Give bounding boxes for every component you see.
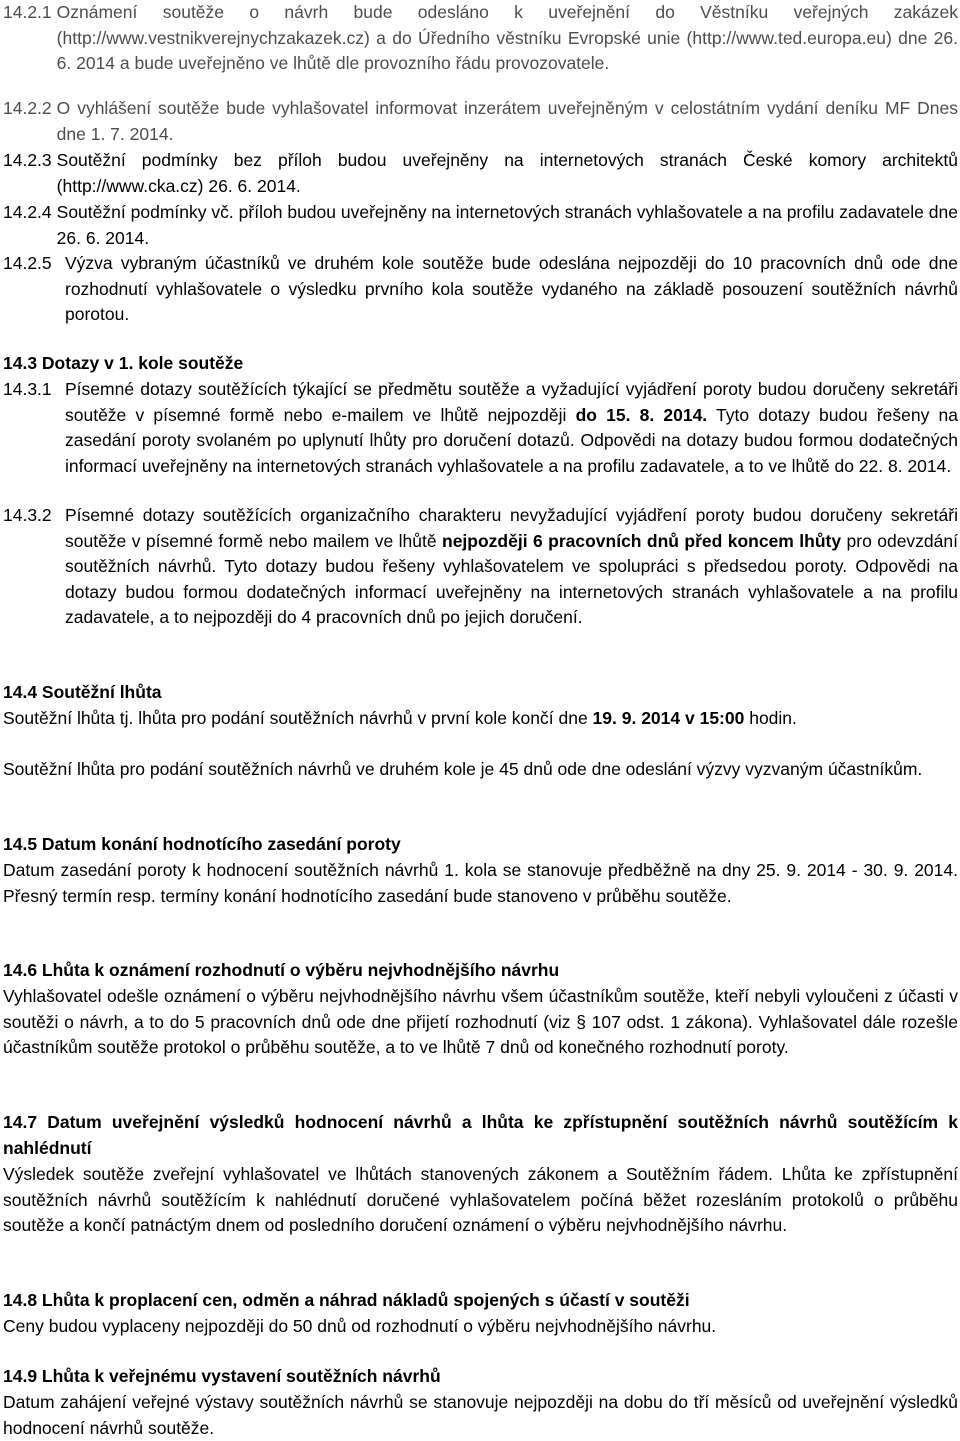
section-heading-14-9: 14.9 Lhůta k veřejnému vystavení soutěžních návrhů (3, 1366, 441, 1386)
clause-14-3-1 (3, 377, 958, 479)
clause-text: Oznámení soutěže o návrh bude odesláno k uveřejnění do Věstníku veřejných zakázek (http://www.vestnikverejnychzakazek.cz) a do Úředního věstníku Evropské unie (http://www.ted.europa.eu) dne 26. 6. 2014 a bude uveřejněno ve lhůtě dle provozního řádu provozovatele. (56, 2, 958, 74)
section-heading-14-3: 14.3 Dotazy v 1. kole soutěže (3, 353, 244, 373)
clause-14-2-1 (3, 0, 958, 77)
paragraph: Datum zasedání poroty k hodnocení soutěžních návrhů 1. kola se stanovuje předběžně na dny 25. 9. 2014 - 30. 9. 2014. Přesný termín resp. termíny konání hodnotícího zasedání bude stanoveno v průběhu soutěže. (3, 860, 958, 906)
paragraph: Výsledek soutěže zveřejní vyhlašovatel ve lhůtách stanovených zákonem a Soutěžním řádem. Lhůta ke zpřístupnění soutěžních návrhů soutěžícím k nahlédnutí doručené vyhlašovatelem počíná běžet rozesláním protokolů o průběhu soutěže a končí patnáctým dnem od posledního doručení oznámení o výběru nejvhodnějšího návrhu. (3, 1164, 958, 1236)
clause-14-2-2 (3, 96, 958, 147)
clause-text: Soutěžní podmínky bez příloh budou uveřejněny na internetových stranách České komory architektů (http://www.cka.cz) 26. 6. 2014. (56, 150, 958, 196)
clause-number: 14.3.2 (3, 505, 52, 525)
paragraph: Vyhlašovatel odešle oznámení o výběru nejvhodnějšího návrhu všem účastníkům soutěže, kteří nebyli vyloučeni z účasti v soutěži o návrh, a to do 5 pracovních dnů ode dne přijetí rozhodnutí (viz § 107 odst. 1 zákona). Vyhlašovatel dále rozešle účastníkům soutěže protokol o průběhu soutěže, a to ve lhůtě 7 dnů od konečného rozhodnutí poroty. (3, 986, 958, 1058)
clause-number: 14.2.5 (3, 253, 52, 273)
clause-number: 14.2.1 (3, 2, 52, 22)
paragraph: Ceny budou vyplaceny nejpozději do 50 dnů od rozhodnutí o výběru nejvhodnějšího návrhu. (3, 1316, 717, 1336)
paragraph: Soutěžní lhůta pro podání soutěžních návrhů ve druhém kole je 45 dnů ode dne odeslání výzvy vyzvaným účastníkům. (3, 759, 923, 779)
clause-text-part: Písemné dotazy soutěžících týkající se předmětu soutěže a vyžadující vyjádření poroty budou doručeny sekretáři soutěže v písemné formě nebo e-mailem ve lhůtě nejpozději (65, 379, 958, 425)
clause-text (65, 503, 958, 631)
clause-deadline: nejpozději 6 pracovních dnů před koncem lhůty (442, 530, 842, 551)
deadline-date: 19. 9. 2014 v 15:00 (592, 708, 745, 728)
clause-14-3-2 (3, 503, 958, 631)
paragraph (3, 706, 958, 732)
clause-text: O vyhlášení soutěže bude vyhlašovatel informovat inzerátem uveřejněným v celostátním vydání deníku MF Dnes dne 1. 7. 2014. (56, 98, 958, 144)
section-heading-14-8: 14.8 Lhůta k proplacení cen, odměn a náhrad nákladů spojených s účastí v soutěži (3, 1290, 690, 1310)
paragraph-part: hodin. (744, 708, 797, 728)
clause-number: 14.3.1 (3, 379, 52, 399)
clause-number: 14.2.4 (3, 202, 52, 222)
clause-number: 14.2.2 (3, 98, 52, 118)
clause-number: 14.2.3 (3, 150, 52, 170)
section-heading-14-4: 14.4 Soutěžní lhůta (3, 682, 162, 702)
section-heading-14-7: 14.7 Datum uveřejnění výsledků hodnocení návrhů a lhůta ke zpřístupnění soutěžních návrhů soutěžícím k nahlédnutí (3, 1112, 958, 1158)
clause-14-2-3 (3, 148, 958, 199)
section-heading-14-5: 14.5 Datum konání hodnotícího zasedání poroty (3, 834, 401, 854)
clause-text-part: Písemné dotazy soutěžících organizačního charakteru nevyžadující vyjádření poroty budou doručeny sekretáři soutěže v písemné formě nebo mailem ve lhůtě (65, 505, 958, 551)
clause-14-2-5 (3, 251, 958, 328)
paragraph: Datum zahájení veřejné výstavy soutěžních návrhů se stanovuje nejpozději na dobu do tří měsíců od uveřejnění výsledků hodnocení návrhů soutěže. (3, 1392, 958, 1438)
clause-text-part: Tyto dotazy budou řešeny na zasedání poroty svolaném po uplynutí lhůty pro doručení dotazů. Odpovědi na dotazy budou formou dodatečných informací uveřejněny na internetových stranách vyhlašovatele a na profilu zadavatele, a to ve lhůtě do 22. 8. 2014. (65, 404, 958, 476)
section-heading-14-6: 14.6 Lhůta k oznámení rozhodnutí o výběru nejvhodnějšího návrhu (3, 960, 560, 980)
clause-deadline: do 15. 8. 2014. (575, 404, 708, 425)
paragraph-part: Soutěžní lhůta tj. lhůta pro podání soutěžních návrhů v první kole končí dne (3, 708, 593, 728)
clause-text (65, 377, 958, 479)
clause-text: Výzva vybraným účastníků ve druhém kole soutěže bude odeslána nejpozději do 10 pracovních dnů ode dne rozhodnutí vyhlašovatele o výsledku prvního kola soutěže vydaného na základě posouzení soutěžních návrhů porotou. (65, 253, 958, 325)
clause-14-2-4 (3, 200, 958, 251)
clause-text-part: pro odevzdání soutěžních návrhů. Tyto dotazy budou řešeny vyhlašovatelem ve spolupráci s předsedou poroty. Odpovědi na dotazy budou formou dodatečných informací uveřejněny na internetových stranách vyhlašovatele a na profilu zadavatele, a to nejpozději do 4 pracovních dnů po jejich doručení. (65, 530, 958, 628)
clause-text: Soutěžní podmínky vč. příloh budou uveřejněny na internetových stranách vyhlašovatele a na profilu zadavatele dne 26. 6. 2014. (56, 202, 958, 248)
